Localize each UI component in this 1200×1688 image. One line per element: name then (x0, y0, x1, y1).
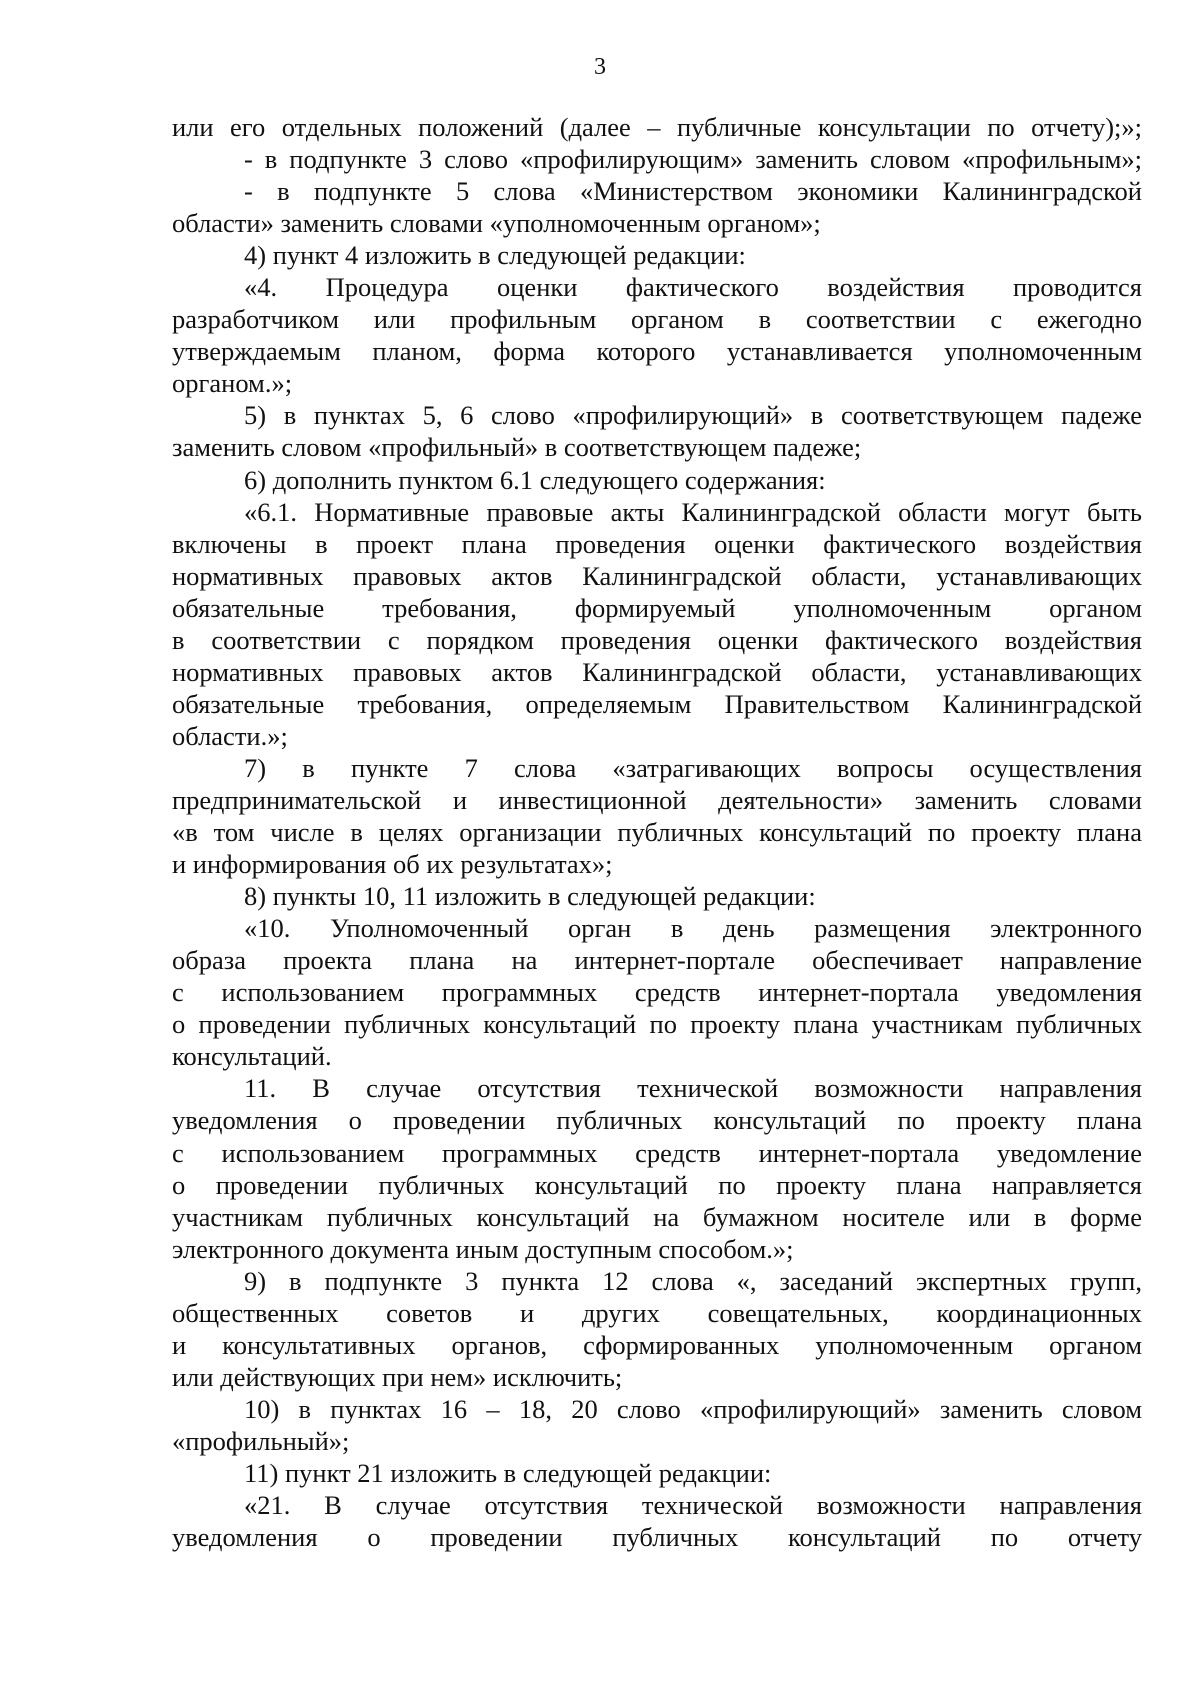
text-line: или его отдельных положений (далее – публичные консультации по отчету);»; (172, 112, 1142, 142)
text-line: и консультативных органов, сформированных уполномоченным органом (172, 1329, 1142, 1360)
text-line: о проведении публичных консультаций по проекту плана участникам публичных (172, 1009, 1142, 1040)
text-line: заменить словом «профильный» в соответствующем падеже; (172, 432, 862, 463)
text-line: органом.»; (172, 368, 293, 399)
text-line: о проведении публичных консультаций по проекту плана направляется (172, 1169, 1142, 1200)
text-line: - в подпункте 5 слова «Министерством экономики Калининградской (244, 176, 1142, 207)
text-line: 9) в подпункте 3 пункта 12 слова «, заседаний экспертных групп, (244, 1265, 1142, 1296)
text-line: утверждаемым планом, форма которого устанавливается уполномоченным (172, 336, 1142, 367)
page-number: 3 (594, 54, 606, 80)
text-line: 5) в пунктах 5, 6 слово «профилирующий» в соответствующем падеже (244, 400, 1142, 431)
text-line: включены в проект плана проведения оценки фактического воздействия (172, 528, 1142, 559)
text-line: разработчиком или профильным органом в соответствии с ежегодно (172, 304, 1142, 335)
text-line: «профильный»; (172, 1425, 350, 1456)
text-line: 11. В случае отсутствия технической возможности направления (244, 1073, 1142, 1104)
text-line: с использованием программных средств интернет-портала уведомления (172, 977, 1142, 1008)
text-line: предпринимательской и инвестиционной деятельности» заменить словами (172, 784, 1142, 815)
text-line: «6.1. Нормативные правовые акты Калининградской области могут быть (244, 496, 1142, 527)
text-line: нормативных правовых актов Калининградской области, устанавливающих (172, 656, 1142, 687)
text-line: нормативных правовых актов Калининградской области, устанавливающих (172, 560, 1142, 591)
text-line: «в том числе в целях организации публичных консультаций по проекту плана (172, 817, 1142, 848)
text-line: «21. В случае отсутствия технической возможности направления (244, 1490, 1142, 1521)
text-line: 7) в пункте 7 слова «затрагивающих вопросы осуществления (244, 752, 1142, 783)
text-line: области» заменить словами «уполномоченным органом»; (172, 208, 821, 239)
text-line: области.»; (172, 720, 288, 751)
text-line: уведомления о проведении публичных консультаций по отчету (172, 1522, 1142, 1553)
text-line: общественных советов и других совещательных, координационных (172, 1297, 1142, 1328)
text-line: участникам публичных консультаций на бумажном носителе или в форме (172, 1201, 1142, 1232)
text-line: «10. Уполномоченный орган в день размещения электронного (244, 913, 1142, 944)
text-line: электронного документа иным доступным способом.»; (172, 1233, 794, 1264)
text-line: - в подпункте 3 слово «профилирующим» заменить словом «профильным»; (244, 144, 1142, 175)
text-line: 11) пункт 21 изложить в следующей редакции: (244, 1457, 772, 1488)
text-line: 10) в пунктах 16 – 18, 20 слово «профилирующий» заменить словом (244, 1393, 1142, 1424)
text-line: 4) пункт 4 изложить в следующей редакции: (244, 240, 746, 271)
text-line: консультаций. (172, 1041, 332, 1072)
text-line: образа проекта плана на интернет-портале обеспечивает направление (172, 945, 1142, 976)
text-line: уведомления о проведении публичных консультаций по проекту плана (172, 1105, 1142, 1136)
text-line: или действующих при нем» исключить; (172, 1361, 623, 1392)
document-body (172, 111, 1142, 1553)
text-line: обязательные требования, определяемым Правительством Калининградской (172, 688, 1142, 719)
text-line: обязательные требования, формируемый уполномоченным органом (172, 592, 1142, 623)
text-line: 6) дополнить пунктом 6.1 следующего содержания: (244, 464, 826, 495)
text-line: в соответствии с порядком проведения оценки фактического воздействия (172, 624, 1142, 655)
text-line: 8) пункты 10, 11 изложить в следующей редакции: (244, 881, 816, 912)
text-line: «4. Процедура оценки фактического воздействия проводится (244, 272, 1142, 303)
text-line: и информирования об их результатах»; (172, 849, 613, 880)
text-line: с использованием программных средств интернет-портала уведомление (172, 1137, 1142, 1168)
